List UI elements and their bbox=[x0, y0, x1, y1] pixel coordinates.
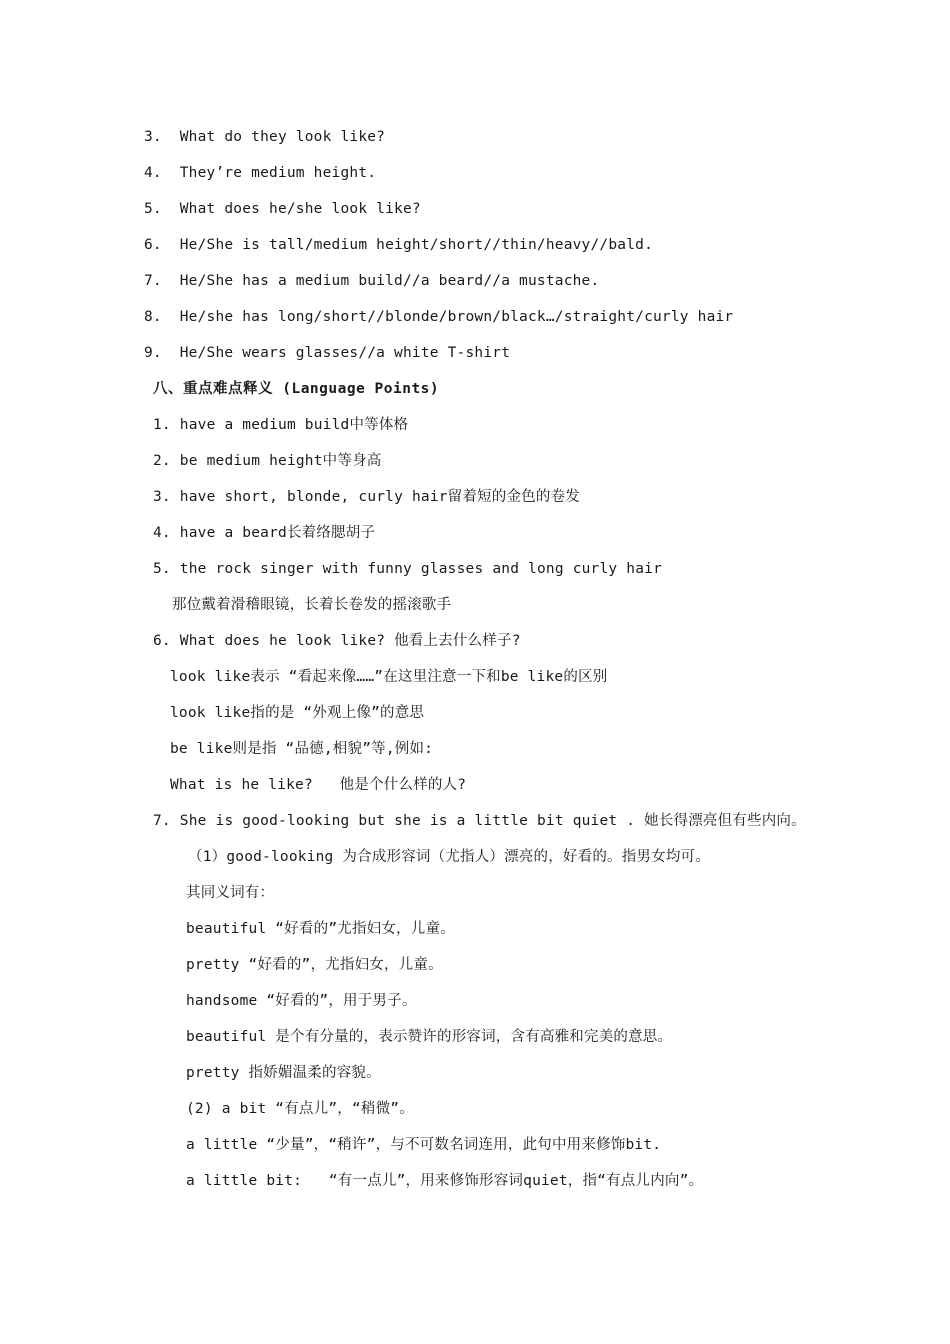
section-heading-cn: 八、重点难点释义 bbox=[153, 381, 273, 397]
point-6-note-1: look like表示 “看起来像……”在这里注意一下和be like的区别 bbox=[170, 669, 608, 685]
synonym-beautiful: beautiful “好看的”尤指妇女，儿童。 bbox=[186, 921, 455, 937]
synonym-pretty: pretty “好看的”，尤指妇女，儿童。 bbox=[186, 957, 443, 973]
sentence-7: 7. He/She has a medium build//a beard//a mustache. bbox=[144, 273, 600, 289]
point-3: 3. have short, blonde, curly hair留着短的金色的卷发 bbox=[153, 489, 580, 505]
point-6: 6. What does he look like? 他看上去什么样子? bbox=[153, 633, 521, 649]
point-6-note-2: look like指的是 “外观上像”的意思 bbox=[170, 705, 425, 721]
synonym-handsome: handsome “好看的”，用于男子。 bbox=[186, 993, 417, 1009]
sentence-6: 6. He/She is tall/medium height/short//thin/heavy//bald. bbox=[144, 237, 653, 253]
point-5: 5. the rock singer with funny glasses and long curly hair bbox=[153, 561, 662, 577]
beautiful-note: beautiful 是个有分量的，表示赞许的形容词，含有高雅和完美的意思。 bbox=[186, 1029, 673, 1045]
point-5-translation: 那位戴着滑稽眼镜，长着长卷发的摇滚歌手 bbox=[172, 597, 452, 613]
sentence-5: 5. What does he/she look like? bbox=[144, 201, 421, 217]
sentence-3: 3. What do they look like? bbox=[144, 129, 386, 145]
point-4: 4. have a beard长着络腮胡子 bbox=[153, 525, 376, 541]
section-heading bbox=[153, 379, 439, 399]
section-heading-en: (Language Points) bbox=[273, 381, 440, 397]
point-6-example: What is he like? 他是个什么样的人? bbox=[170, 777, 467, 793]
a-little-bit-note: a little bit: “有一点儿”，用来修饰形容词quiet，指“有点儿内向”。 bbox=[186, 1173, 704, 1189]
pretty-note: pretty 指娇媚温柔的容貌。 bbox=[186, 1065, 381, 1081]
sentence-9: 9. He/She wears glasses//a white T-shirt bbox=[144, 345, 511, 361]
point-1: 1. have a medium build中等体格 bbox=[153, 417, 409, 433]
point-7: 7. She is good-looking but she is a little bit quiet . 她长得漂亮但有些内向。 bbox=[153, 813, 806, 829]
sentence-4: 4. They’re medium height. bbox=[144, 165, 377, 181]
point-7-synonyms-intro: 其同义词有： bbox=[186, 885, 275, 901]
point-6-note-3: be like则是指 “品德,相貌”等,例如: bbox=[170, 741, 434, 757]
sentence-8: 8. He/she has long/short//blonde/brown/black…/straight/curly hair bbox=[144, 309, 734, 325]
point-7-sub-1: （1）good-looking 为合成形容词（尤指人）漂亮的，好看的。指男女均可。 bbox=[188, 849, 710, 865]
point-7-sub-2: (2) a bit “有点儿”，“稍微”。 bbox=[186, 1101, 414, 1117]
a-little-note: a little “少量”，“稍许”，与不可数名词连用，此句中用来修饰bit. bbox=[186, 1137, 662, 1153]
point-2: 2. be medium height中等身高 bbox=[153, 453, 382, 469]
